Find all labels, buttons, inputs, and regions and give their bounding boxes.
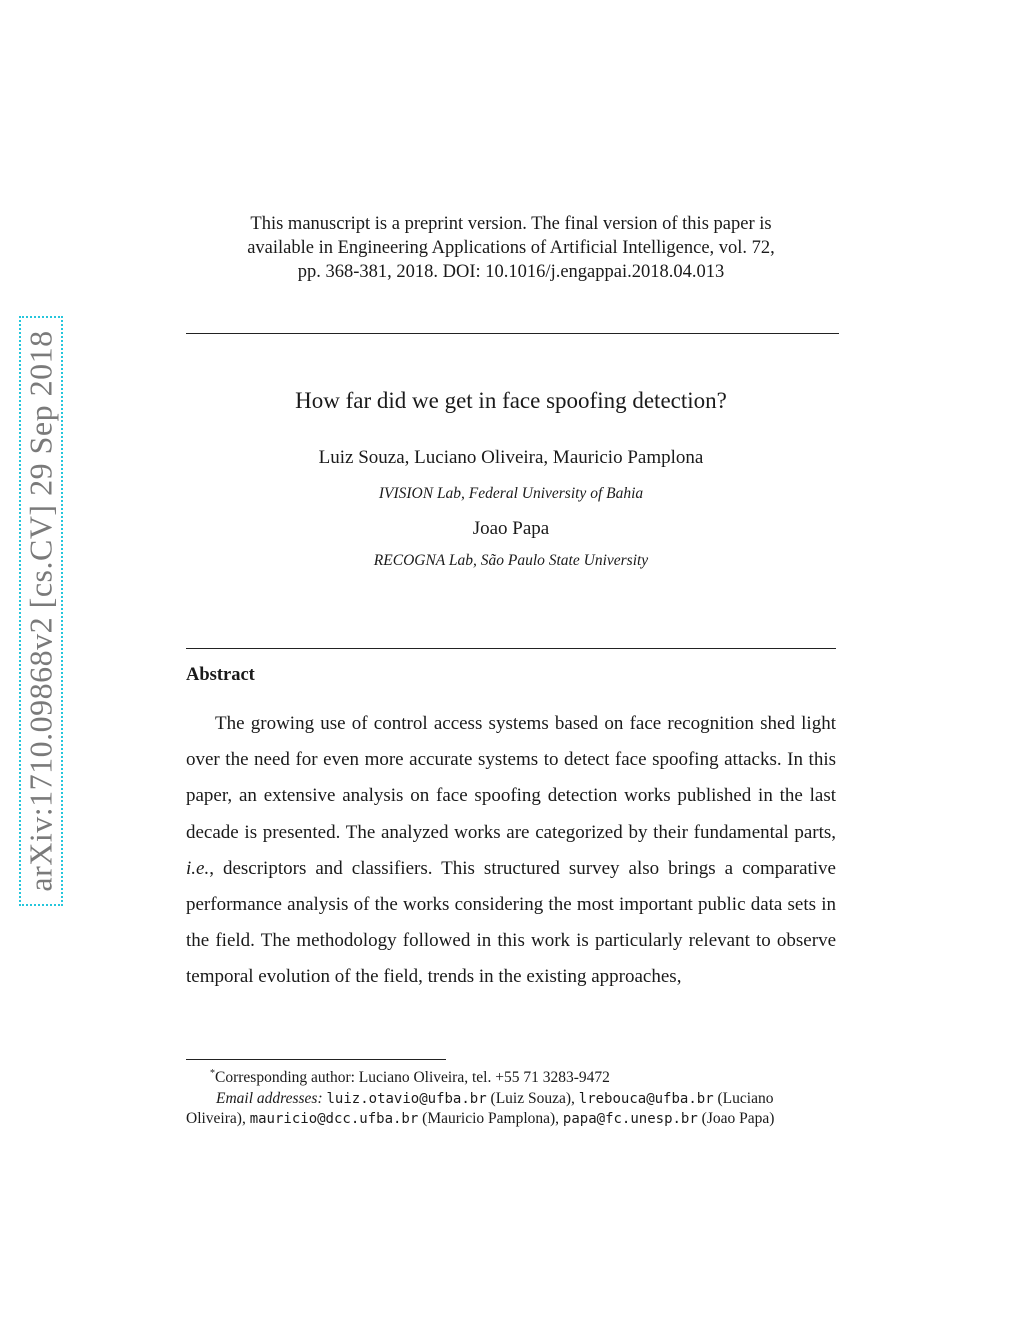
preprint-note-line: pp. 368-381, 2018. DOI: 10.1016/j.engappai.2018.04.013 bbox=[297, 262, 725, 282]
footnote bbox=[186, 1064, 836, 1130]
email-label: Email addresses: bbox=[216, 1089, 323, 1107]
preprint-note-line: This manuscript is a preprint version. The final version of this paper is bbox=[250, 214, 772, 234]
arxiv-stamp[interactable]: arXiv:1710.09868v2 [cs.CV] 29 Sep 2018 bbox=[22, 330, 59, 892]
abstract-text: The growing use of control access systems based on face recognition shed light over the need for even more accurate systems to detect face spoofing attacks. In this paper, an extensive analysis on face spoofing detection works published in the last decade is presented. The analyzed works are categorized by their fundamental parts, bbox=[186, 713, 836, 843]
email-owner: (Luiz Souza), bbox=[486, 1089, 579, 1107]
email-link[interactable]: lrebouca@ufba.br bbox=[578, 1090, 714, 1107]
top-divider bbox=[186, 333, 839, 334]
footnote-marker: * bbox=[210, 1068, 215, 1079]
affiliation: IVISION Lab, Federal University of Bahia bbox=[378, 485, 644, 502]
footnote-divider bbox=[186, 1059, 446, 1060]
preprint-note-line: available in Engineering Applications of Artificial Intelligence, vol. 72, bbox=[247, 238, 775, 258]
abstract-ie: i.e. bbox=[186, 857, 210, 879]
abstract-divider bbox=[186, 648, 836, 649]
abstract-body bbox=[186, 706, 836, 996]
email-link[interactable]: papa@fc.unesp.br bbox=[562, 1111, 698, 1128]
authors-line: Joao Papa bbox=[472, 518, 550, 539]
abstract-heading: Abstract bbox=[186, 665, 255, 685]
corresponding-author-text: Corresponding author: Luciano Oliveira, tel. +55 71 3283-9472 bbox=[215, 1069, 610, 1087]
email-link[interactable]: mauricio@dcc.ufba.br bbox=[249, 1111, 419, 1128]
affiliation: RECOGNA Lab, São Paulo State University bbox=[373, 552, 649, 569]
email-owner: (Luciano Oliveira), bbox=[186, 1089, 774, 1128]
authors-line: Luiz Souza, Luciano Oliveira, Mauricio Pamplona bbox=[318, 447, 704, 468]
paper-title: How far did we get in face spoofing detection? bbox=[295, 388, 727, 413]
preprint-note bbox=[186, 212, 836, 284]
abstract-text: , descriptors and classifiers. This structured survey also brings a comparative performance analysis of the works considering the most important public data sets in the field. The methodology followed in this work is particularly relevant to observe temporal evolution of the field, trends in the existing approaches, bbox=[186, 857, 836, 988]
email-owner: (Joao Papa) bbox=[697, 1110, 775, 1128]
email-addresses bbox=[186, 1089, 836, 1130]
corresponding-author bbox=[186, 1064, 836, 1089]
email-link[interactable]: luiz.otavio@ufba.br bbox=[326, 1090, 487, 1107]
email-owner: (Mauricio Pamplona), bbox=[418, 1110, 563, 1128]
